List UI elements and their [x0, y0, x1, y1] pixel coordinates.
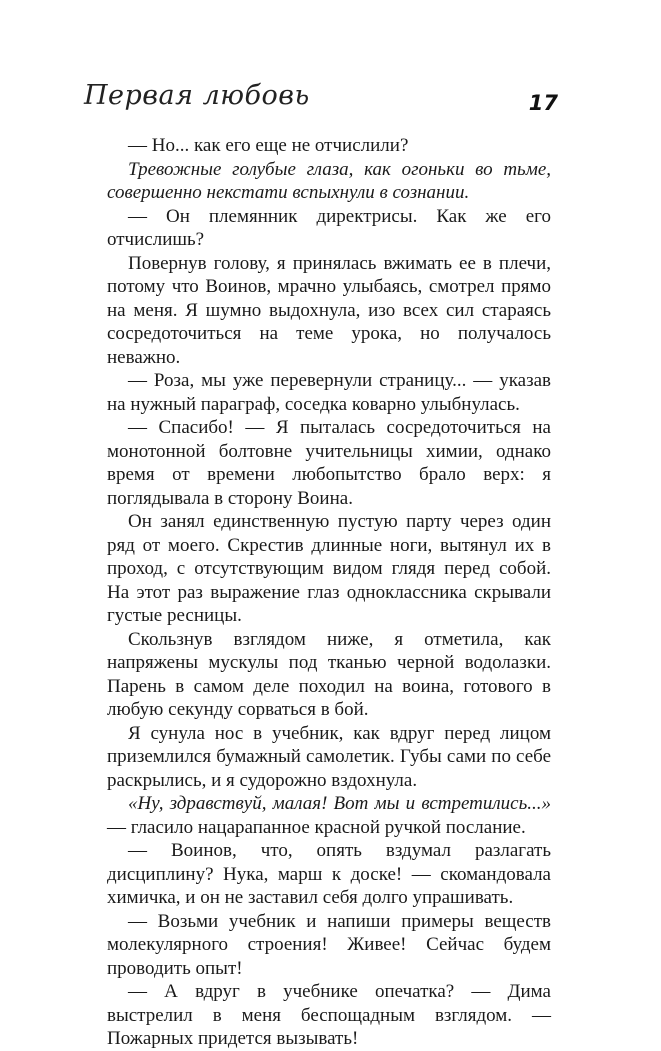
paragraph: Скользнув взглядом ниже, я отметила, как напряжены мускулы под тканью черной водолазки. Парень в самом деле походил на воина, готового в любую секунду сорваться в бой. [107, 628, 551, 720]
paragraph: Повернув голову, я принялась вжимать ее в плечи, потому что Воинов, мрачно улыбаясь, смотрел прямо на меня. Я шумно выдохнула, изо всех сил стараясь сосредоточиться на теме урока, но получалось неважно. [107, 252, 551, 368]
paragraph: — Он племянник директрисы. Как же его отчислишь? [107, 205, 551, 250]
note-quote: «Ну, здравствуй, малая! Вот мы и встретились...» [128, 793, 551, 814]
paragraph: — Возьми учебник и напиши примеры веществ молекулярного строения! Живее! Сейчас будем проводить опыт! [107, 910, 551, 979]
paragraph: — А вдруг в учебнике опечатка? — Дима выстрелил в меня беспощадным взглядом. — Пожарных придется вызывать! [107, 981, 551, 1049]
body-text [107, 134, 551, 1051]
page-number: 17 [528, 91, 558, 115]
paragraph-italic-thought: Тревожные голубые глаза, как огоньки во тьме, совершенно некстати вспыхнули в сознании. [107, 158, 551, 203]
running-head-title: Первая любовь [84, 80, 310, 111]
note-rest: — гласило нацарапанное красной ручкой послание. [107, 816, 526, 838]
paragraph: Он занял единственную пустую парту через один ряд от моего. Скрестив длинные ноги, вытянул их в проход, с отсутствующим видом глядя перед собой. На этот раз выражение глаз одноклассника скрывали густые ресницы. [107, 511, 551, 626]
paragraph-note [107, 792, 551, 839]
paragraph: — Роза, мы уже перевернули страницу... — указав на нужный параграф, соседка коварно улыбнулась. [107, 370, 551, 415]
paragraph: Я сунула нос в учебник, как вдруг перед лицом приземлился бумажный самолетик. Губы сами по себе раскрылись, и я судорожно вздохнула. [107, 722, 551, 791]
paragraph: — Воинов, что, опять вздумал разлагать дисциплину? Нука, марш к доске! — скомандовала химичка, и он не заставил себя долго упрашивать. [107, 840, 551, 908]
paragraph: — Но... как его еще не отчислили? [128, 135, 409, 156]
paragraph: — Спасибо! — Я пыталась сосредоточиться на монотонной болтовне учительницы химии, однако время от времени любопытство брало верх: я поглядывала в сторону Воина. [107, 417, 551, 509]
